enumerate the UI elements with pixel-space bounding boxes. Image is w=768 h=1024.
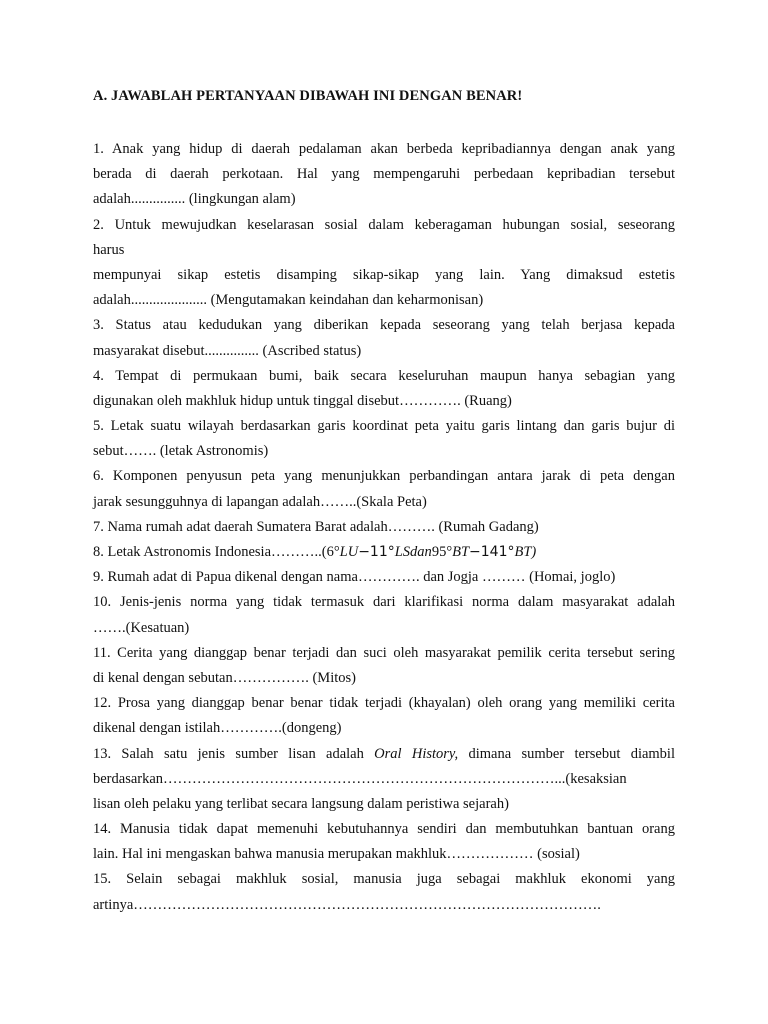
text-line: 3. Status atau kedudukan yang diberikan kepada seseorang yang telah berjasa kepada [93,317,675,334]
text-line: 7. Nama rumah adat daerah Sumatera Barat adalah………. (Rumah Gadang) [93,518,539,535]
text-line: 6. Komponen penyusun peta yang menunjukkan perbandingan antara jarak di peta dengan [93,468,675,485]
text-line: 15. Selain sebagai makhluk sosial, manusia juga sebagai makhluk ekonomi yang [93,871,675,888]
text-line: lain. Hal ini mengaskan bahwa manusia merupakan makhluk……………… (sosial) [93,846,580,863]
coord-minus-141: −141° [469,544,515,560]
coord-bt: BT [452,544,470,560]
text-line: mempunyai sikap estetis disamping sikap-sikap yang lain. Yang dimaksud estetis [93,266,675,283]
text-line: adalah..................... (Mengutamakan keindahan dan keharmonisan) [93,292,484,309]
q13-prefix: 13. Salah satu jenis sumber lisan adalah [93,745,364,762]
text-line: masyarakat disebut............... (Ascribed status) [93,342,362,359]
text-line-coordinates [93,540,675,565]
text-line: dikenal dengan istilah………….(dongeng) [93,720,342,737]
text-line: 12. Prosa yang dianggap benar benar tidak terjadi (khayalan) oleh orang yang memiliki cerita [93,695,675,712]
coord-95: 95° [431,544,453,560]
coord-ls: LSdan [394,544,432,560]
coord-prefix: 8. Letak Astronomis Indonesia………..(6° [93,544,340,560]
text-line: lisan oleh pelaku yang terlibat secara langsung dalam peristiwa sejarah) [93,795,509,812]
text-line: 4. Tempat di permukaan bumi, baik secara keseluruhan maupun hanya sebagian yang [93,367,675,384]
q13-italic: Oral History, [374,745,459,762]
text-line: di kenal dengan sebutan……………. (Mitos) [93,669,356,686]
text-line: berdasarkan………………………………………………………………………...(kesaksian [93,770,627,787]
text-line: 14. Manusia tidak dapat memenuhi kebutuhannya sendiri dan membutuhkan bantuan orang [93,821,675,838]
text-line: 5. Letak suatu wilayah berdasarkan garis koordinat peta yaitu garis lintang dan garis bujur di [93,418,675,435]
text-line: 1. Anak yang hidup di daerah pedalaman akan berbeda kepribadiannya dengan anak yang [93,141,675,157]
text-line: artinya……………………………………………………………………………………. [93,896,601,913]
coord-minus-11: −11° [358,544,395,560]
text-line: adalah............... (lingkungan alam) [93,191,296,208]
q13-suffix: dimana sumber tersebut diambil [468,745,675,762]
text-line-oral-history [93,742,675,767]
coord-lu: LU [339,544,359,560]
text-line: 10. Jenis-jenis norma yang tidak termasuk dari klarifikasi norma dalam masyarakat adalah [93,594,675,611]
section-heading: A. JAWABLAH PERTANYAAN DIBAWAH INI DENGAN BENAR! [93,88,523,104]
text-line: 2. Untuk mewujudkan keselarasan sosial dalam keberagaman hubungan sosial, seseorang [93,216,675,233]
text-line: harus [93,241,125,258]
coord-suffix: BT) [514,544,537,560]
text-line: 9. Rumah adat di Papua dikenal dengan nama…………. dan Jogja ……… (Homai, joglo) [93,569,616,586]
text-line: …….(Kesatuan) [93,619,190,636]
text-line: 11. Cerita yang dianggap benar terjadi dan suci oleh masyarakat pemilik cerita tersebut sering [93,644,675,661]
question-list [93,137,675,918]
text-line: berada di daerah perkotaan. Hal yang mempengaruhi perbedaan kepribadian tersebut [93,166,675,183]
text-line: digunakan oleh makhluk hidup untuk tinggal disebut…………. (Ruang) [93,392,512,409]
text-line: sebut……. (letak Astronomis) [93,443,269,460]
text-line: jarak sesungguhnya di lapangan adalah……..(Skala Peta) [93,493,427,510]
